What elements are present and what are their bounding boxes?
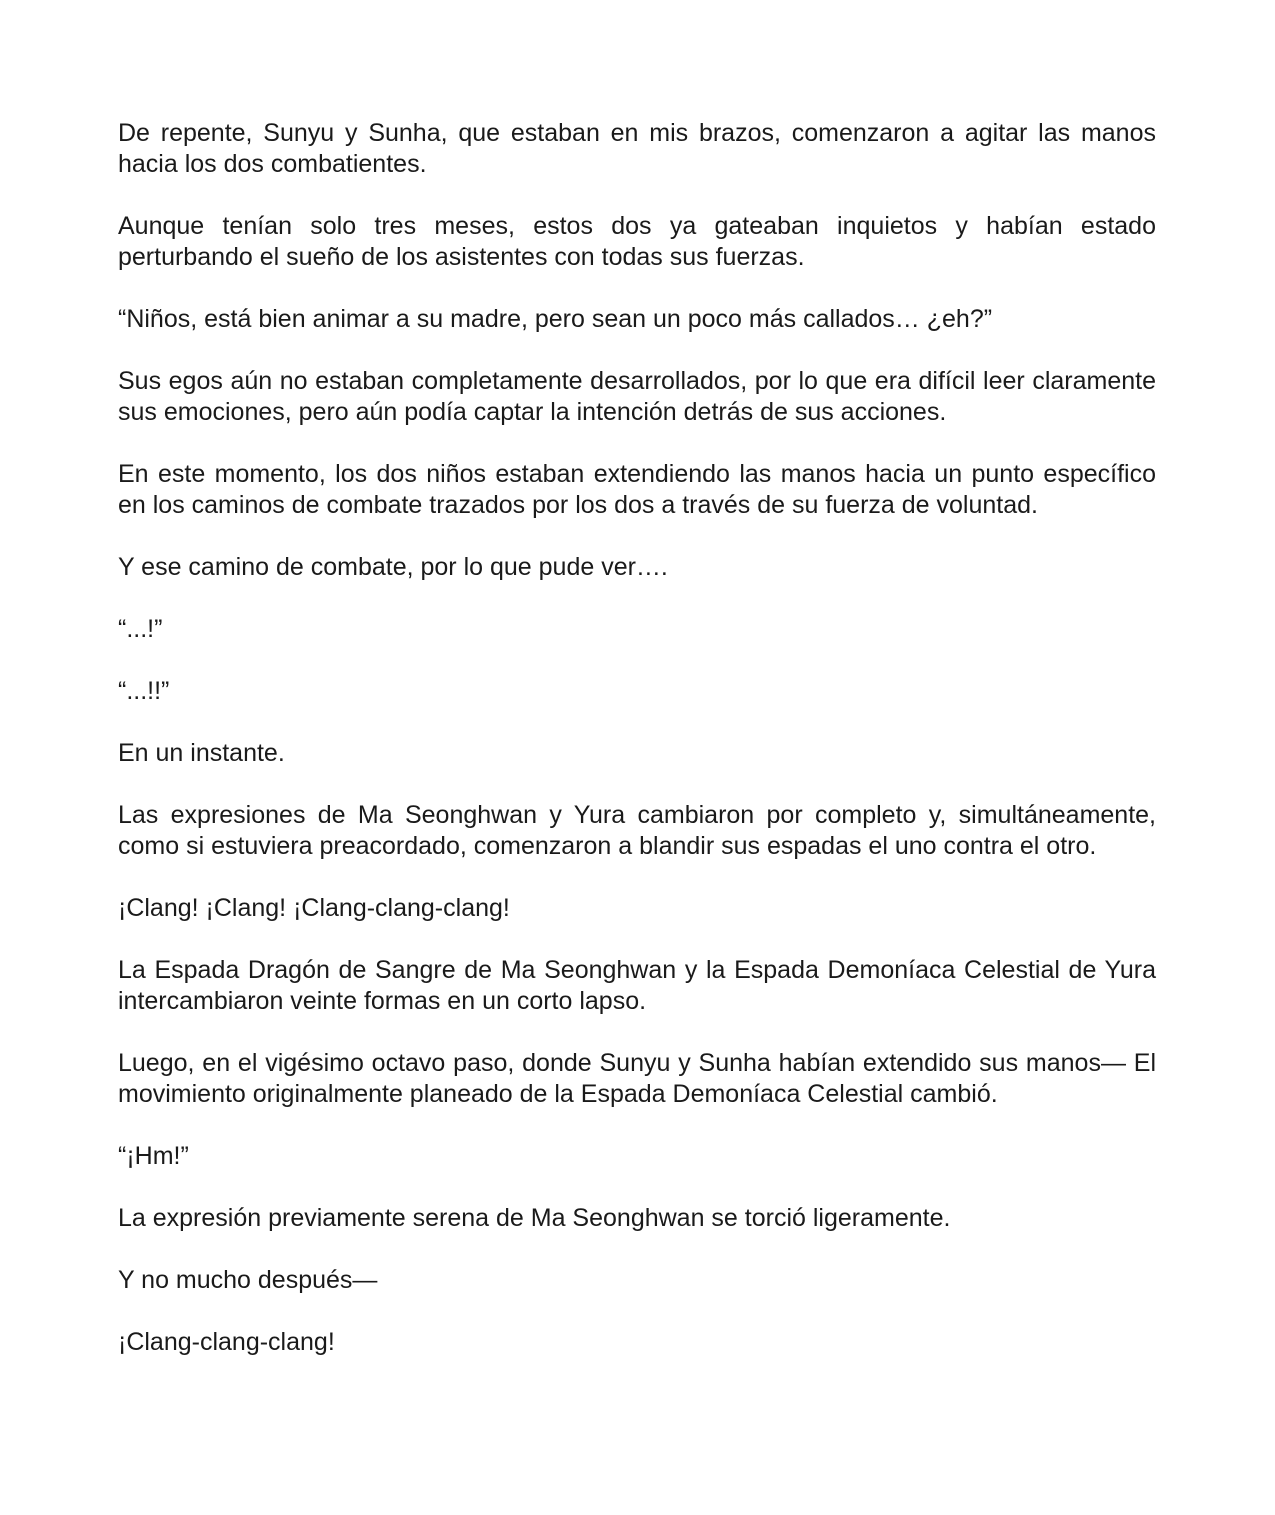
paragraph-14: “¡Hm!” — [118, 1142, 189, 1170]
paragraph-7: “...!” — [118, 615, 163, 643]
paragraph-15: La expresión previamente serena de Ma Seonghwan se torció ligeramente. — [118, 1204, 951, 1232]
paragraph-8: “...!!” — [118, 677, 170, 705]
document-page — [118, 118, 1156, 1389]
paragraph-17: ¡Clang-clang-clang! — [118, 1328, 335, 1356]
paragraph-4: Sus egos aún no estaban completamente desarrollados, por lo que era difícil leer claramente sus emociones, pero aún podía captar la intención detrás de sus acciones. — [118, 367, 1156, 426]
paragraph-1: De repente, Sunyu y Sunha, que estaban en mis brazos, comenzaron a agitar las manos hacia los dos combatientes. — [118, 119, 1156, 178]
paragraph-13: Luego, en el vigésimo octavo paso, donde Sunyu y Sunha habían extendido sus manos— El movimiento originalmente planeado de la Espada Demoníaca Celestial cambió. — [118, 1049, 1156, 1108]
paragraph-12: La Espada Dragón de Sangre de Ma Seonghwan y la Espada Demoníaca Celestial de Yura intercambiaron veinte formas en un corto lapso. — [118, 956, 1156, 1015]
paragraph-16: Y no mucho después— — [118, 1266, 378, 1294]
paragraph-6: Y ese camino de combate, por lo que pude ver…. — [118, 553, 668, 581]
paragraph-2: Aunque tenían solo tres meses, estos dos ya gateaban inquietos y habían estado perturbando el sueño de los asistentes con todas sus fuerzas. — [118, 212, 1156, 271]
paragraph-11: ¡Clang! ¡Clang! ¡Clang-clang-clang! — [118, 894, 510, 922]
paragraph-5: En este momento, los dos niños estaban extendiendo las manos hacia un punto específico en los caminos de combate trazados por los dos a través de su fuerza de voluntad. — [118, 460, 1156, 519]
paragraph-3: “Niños, está bien animar a su madre, pero sean un poco más callados… ¿eh?” — [118, 305, 993, 333]
paragraph-10: Las expresiones de Ma Seonghwan y Yura cambiaron por completo y, simultáneamente, como si estuviera preacordado, comenzaron a blandir sus espadas el uno contra el otro. — [118, 801, 1156, 860]
paragraph-9: En un instante. — [118, 739, 285, 767]
